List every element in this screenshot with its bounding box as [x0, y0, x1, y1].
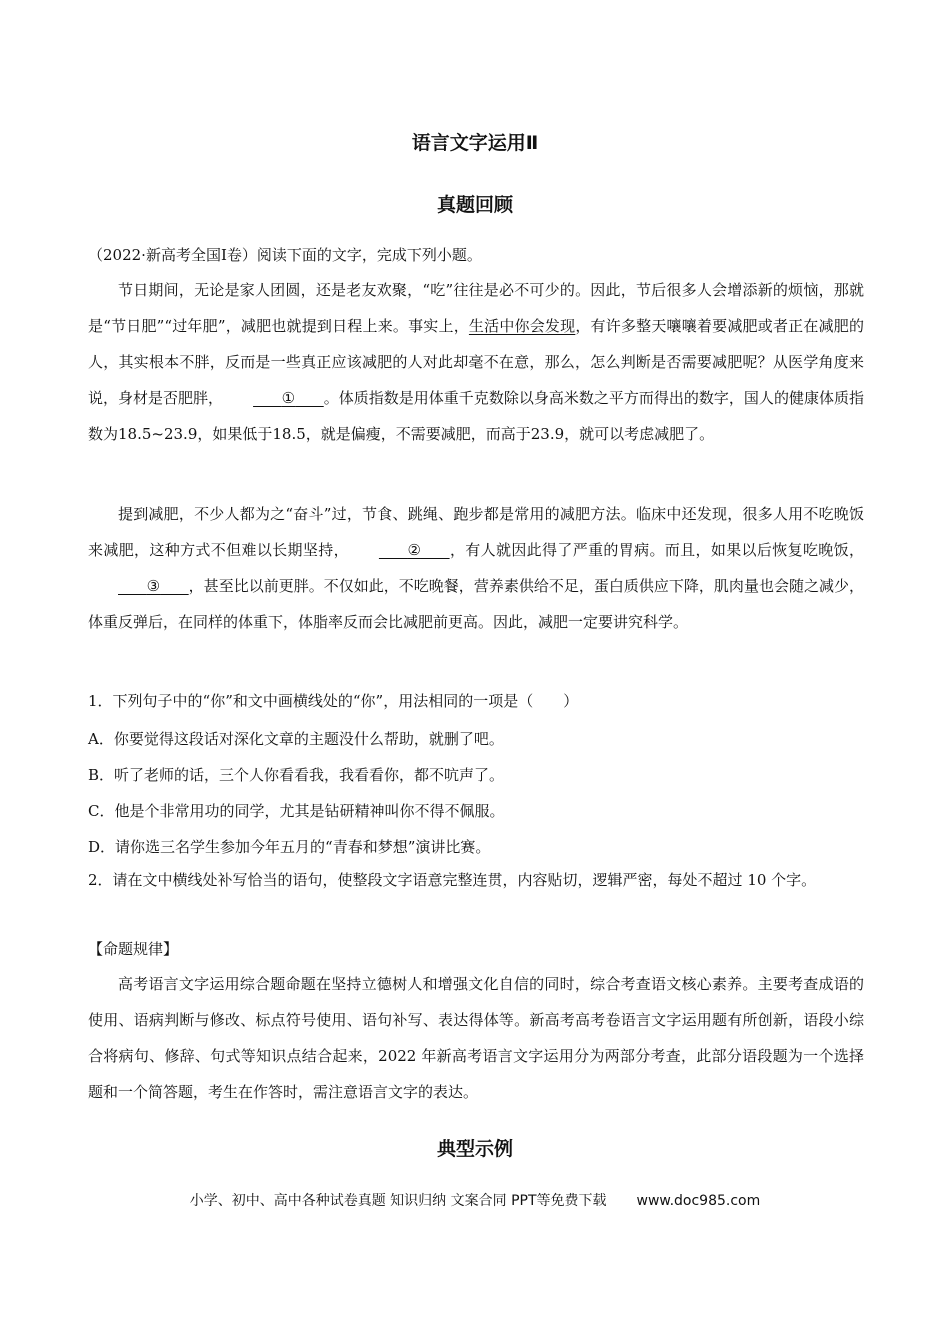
document-title: 语言文字运用Ⅱ [411, 132, 539, 154]
section-title-examples: 典型示例 [436, 1138, 513, 1160]
question-source: （2022·新高考全国Ⅰ卷）阅读下面的文字，完成下列小题。 [88, 246, 482, 264]
page-footer [0, 1190, 950, 1210]
option-b: B．听了老师的话，三个人你看看我，我看看你，都不吭声了。 [88, 766, 505, 784]
question-1: 1．下列句子中的“你”和文中画横线处的“你”，用法相同的一项是（ ） [88, 692, 579, 710]
passage-paragraph-2: 提到减肥，不少人都为之“奋斗”过，节食、跳绳、跑步都是常用的减肥方法。临床中还发现，很多人用不吃晚饭来减肥，这种方式不但难以长期坚持， ② ，有人就因此得了严重的胃病。而且，如果以后恢复吃晚饭， ③ ，甚至比以前更胖。不仅如此，不吃晚餐，营养素供给不足，蛋白质供应下降，肌肉量也会随之减少，体重反弹后，在同样的体重下，体脂率反而会比减肥前更高。因此，减肥一定要讲究科学。 [88, 505, 864, 631]
rule-heading: 【命题规律】 [88, 940, 179, 958]
rule-paragraph: 高考语言文字运用综合题命题在坚持立德树人和增强文化自信的同时，综合考查语文核心素养。主要考查成语的使用、语病判断与修改、标点符号使用、语句补写、表达得体等。新高考高考卷语言文字运用题有所创新，语段小综合将病句、修辞、句式等知识点结合起来，2022 年新高考语言文字运用分为两部分考查，此部分语段题为一个选择题和一个简答题，考生在作答时，需注意语言文字的表达。 [88, 975, 864, 1101]
underlined-phrase: 生活中你会发现 [468, 317, 576, 335]
question-2: 2．请在文中横线处补写恰当的语句，使整段文字语意完整连贯，内容贴切，逻辑严密，每处不超过 10 个字。 [88, 871, 817, 889]
footer-url[interactable]: www.doc985.com [636, 1193, 761, 1209]
passage-paragraph-1: 节日期间，无论是家人团圆，还是老友欢聚，“吃”往往是必不可少的。因此，节后很多人会增添新的烦恼，那就是“节日肥”“过年肥”，减肥也就提到日程上来。事实上，生活中你会发现，有许多整天嚷嚷着要减肥或者正在减肥的人，其实根本不胖，反而是一些真正应该减肥的人对此却毫不在意，那么，怎么判断是否需要减肥呢？从医学角度来说，身材是否肥胖， ① 。体质指数是用体重千克数除以身高米数之平方而得出的数字，国人的健康体质指数为18.5~23.9，如果低于18.5，就是偏瘦，不需要减肥，而高于23.9，就可以考虑减肥了。 [88, 281, 864, 443]
blank-2: ② [407, 541, 421, 559]
blank-1: ① [281, 389, 296, 407]
blank-3: ③ [146, 577, 161, 595]
option-c: C．他是个非常用功的同学，尤其是钻研精神叫你不得不佩服。 [88, 802, 505, 820]
section-title-review: 真题回顾 [436, 194, 513, 216]
option-d: D．请你选三名学生参加今年五月的“青春和梦想”演讲比赛。 [88, 838, 491, 856]
footer-text: 小学、初中、高中各种试卷真题 知识归纳 文案合同 PPT等免费下载 [189, 1193, 607, 1209]
option-a: A．你要觉得这段话对深化文章的主题没什么帮助，就删了吧。 [88, 730, 504, 748]
